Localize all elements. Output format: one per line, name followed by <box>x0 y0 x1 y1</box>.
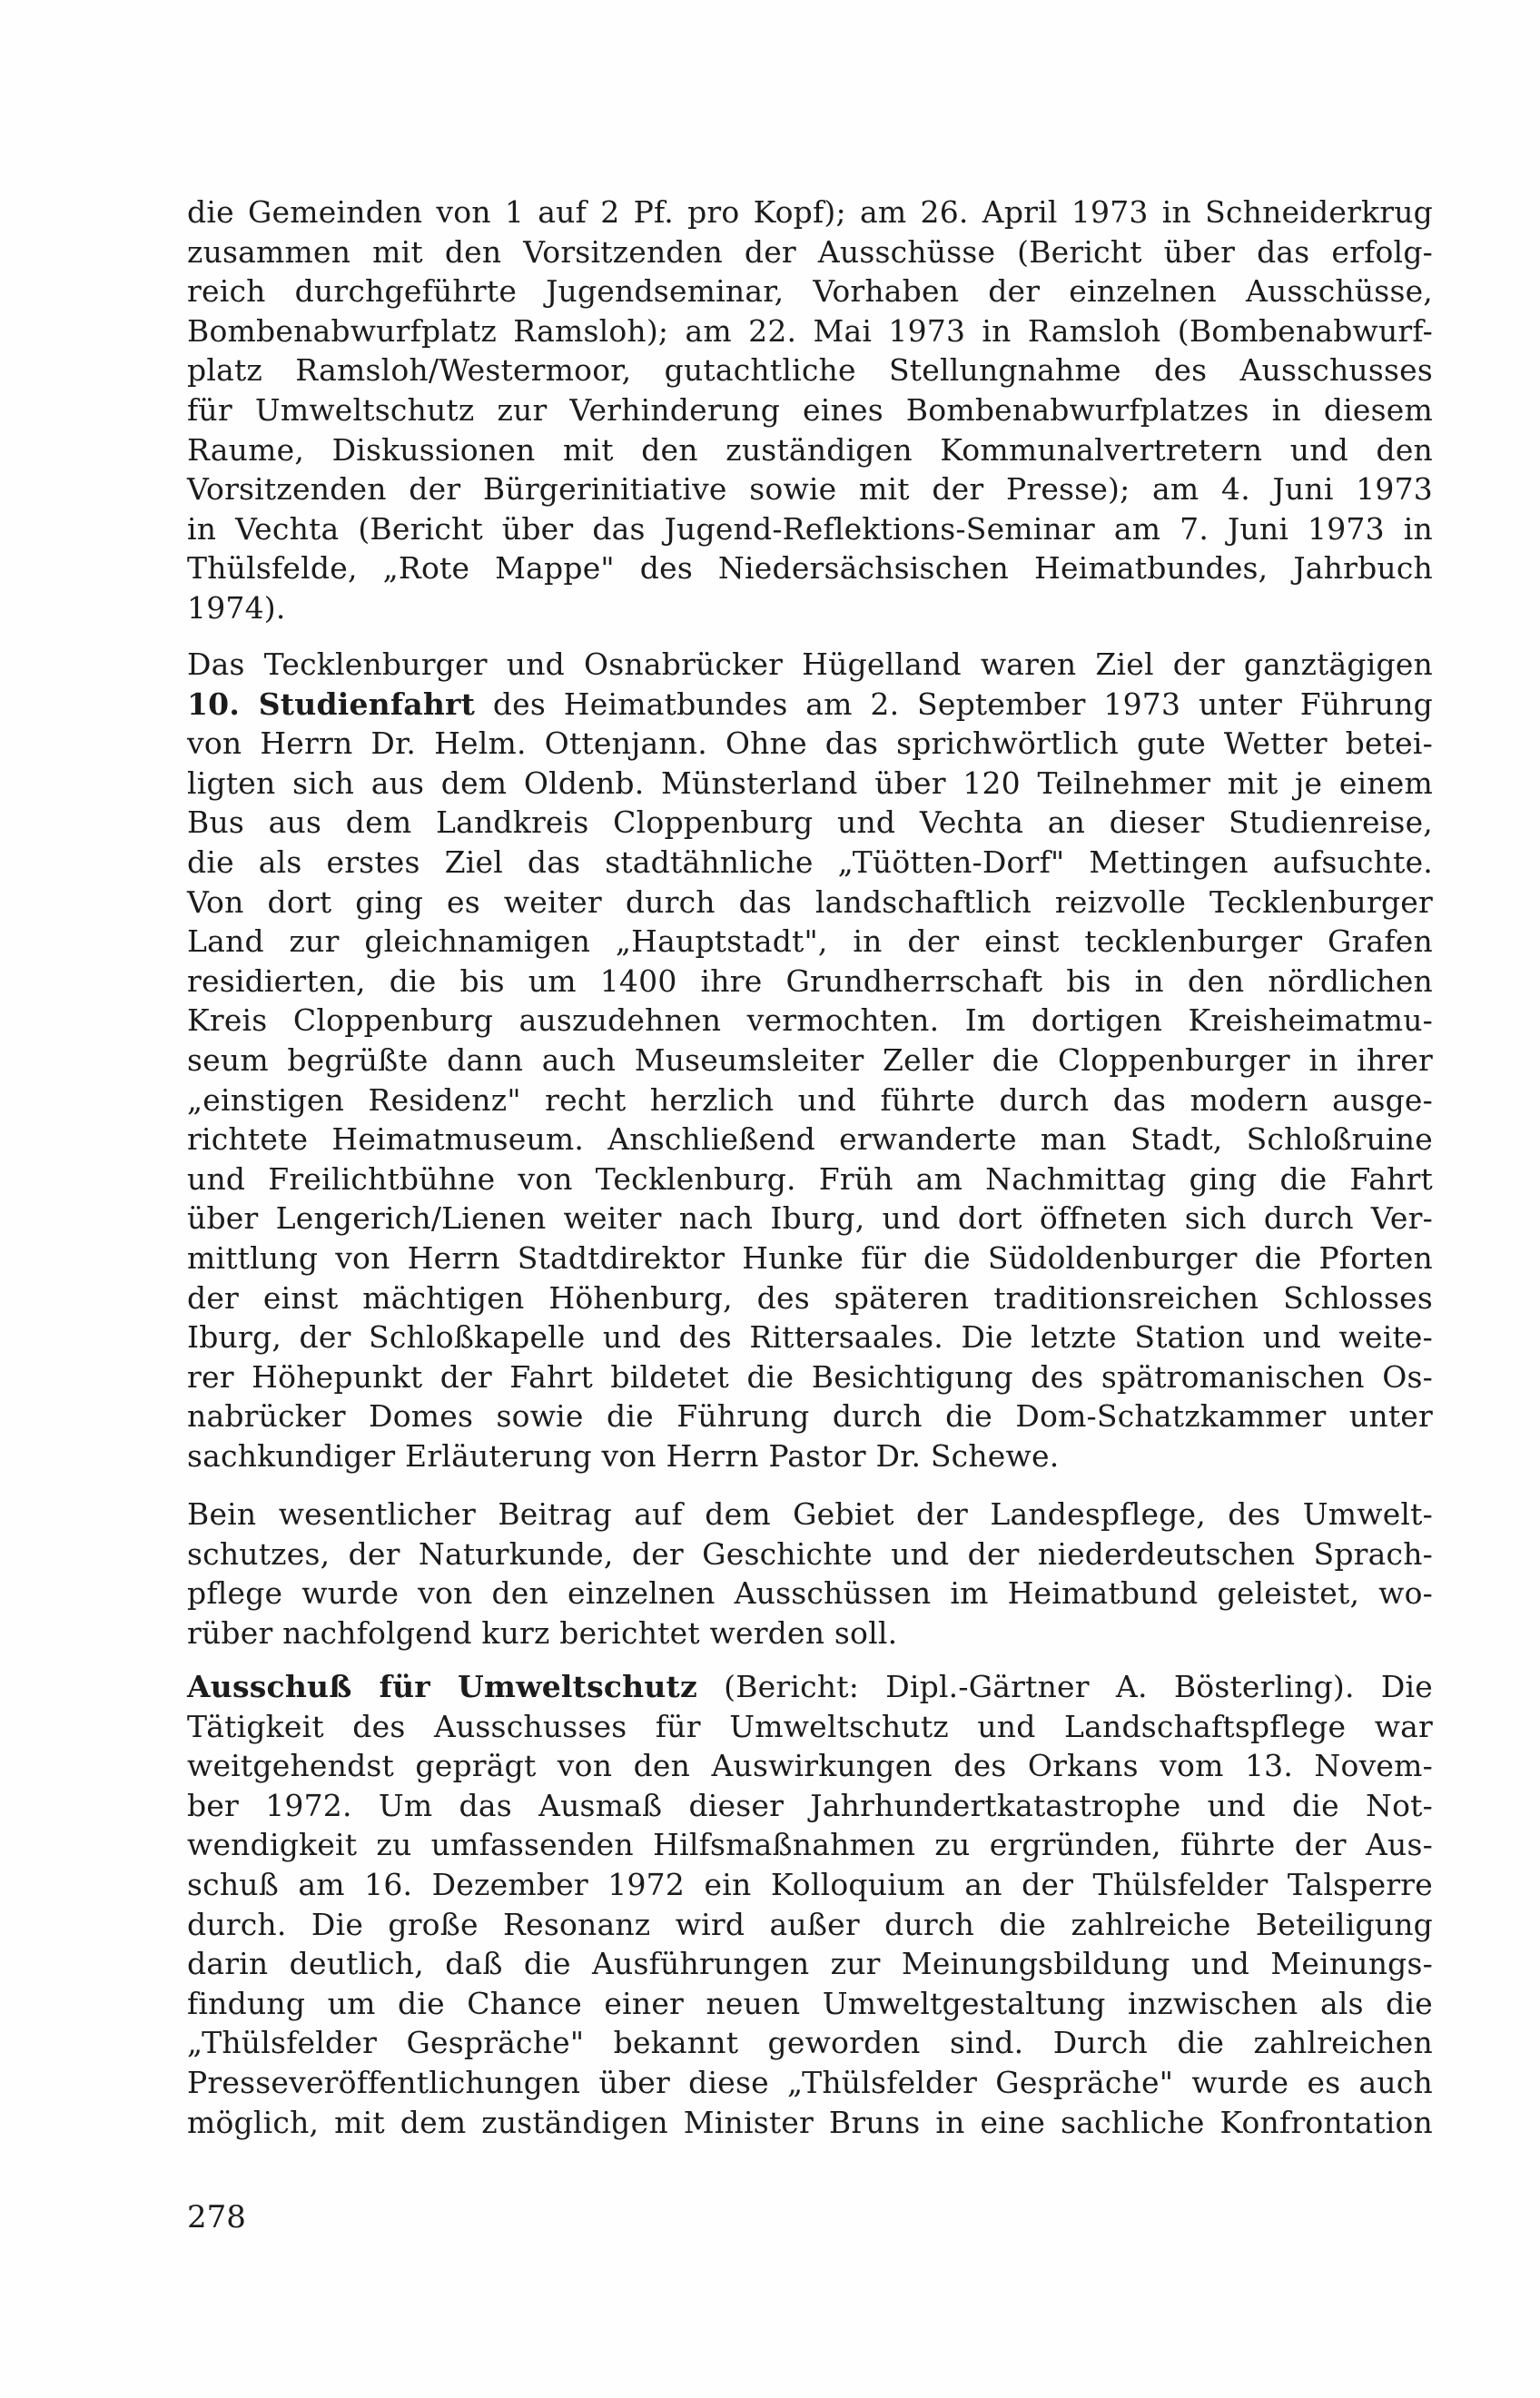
text-line: residierten, die bis um 1400 ihre Grundherrschaft bis in den nördlichen <box>187 962 1433 999</box>
text-line: durch. Die große Resonanz wird außer durch die zahlreiche Beteiligung <box>187 1906 1433 1942</box>
text-line: weitgehendst geprägt von den Auswirkungen des Orkans vom 13. Novem- <box>187 1748 1433 1784</box>
text-line: richtete Heimatmuseum. Anschließend erwanderte man Stadt, Schloßruine <box>187 1121 1433 1158</box>
paragraph-meetings <box>187 192 1433 628</box>
text-line: Thülsfelde, „Rote Mappe" des Niedersächsischen Heimatbundes, Jahrbuch <box>187 550 1433 587</box>
text-line: Das Tecklenburger und Osnabrücker Hügelland waren Ziel der ganztägigen <box>187 646 1433 682</box>
text-line: sachkundiger Erläuterung von Herrn Pastor Dr. Schewe. <box>187 1437 1060 1474</box>
text-line: zusammen mit den Vorsitzenden der Ausschüsse (Bericht über das erfolg- <box>187 233 1433 270</box>
text-line: „Thülsfelder Gespräche" bekannt geworden sind. Durch die zahlreichen <box>187 2025 1433 2061</box>
text-line: Bombenabwurfplatz Ramsloh); am 22. Mai 1973 in Ramsloh (Bombenabwurf- <box>187 312 1433 349</box>
text-line: 1974). <box>187 589 286 626</box>
text-line: platz Ramsloh/Westermoor, gutachtliche Stellungnahme des Ausschusses <box>187 352 1433 389</box>
text-line: seum begrüßte dann auch Museumsleiter Zeller die Cloppenburger in ihrer <box>187 1041 1433 1078</box>
text-line: Tätigkeit des Ausschusses für Umweltschutz und Landschaftspflege war <box>187 1708 1433 1744</box>
text-line: schuß am 16. Dezember 1972 ein Kolloquium an der Thülsfelder Talsperre <box>187 1866 1433 1902</box>
paragraph-environment-committee <box>187 1667 1433 2142</box>
text-line: der einst mächtigen Höhenburg, des späteren traditionsreichen Schlosses <box>187 1279 1433 1316</box>
text-line: pflege wurde von den einzelnen Ausschüssen im Heimatbund geleistet, wo- <box>187 1575 1433 1612</box>
text-line: „einstigen Residenz" recht herzlich und führte durch das modern ausge- <box>187 1081 1433 1118</box>
text-line: über Lengerich/Lienen weiter nach Iburg, und dort öffneten sich durch Ver- <box>187 1200 1433 1237</box>
text-line: darin deutlich, daß die Ausführungen zur Meinungsbildung und Meinungs- <box>187 1946 1433 1982</box>
text-line: findung um die Chance einer neuen Umweltgestaltung inzwischen als die <box>187 1985 1433 2021</box>
text-line: ber 1972. Um das Ausmaß dieser Jahrhundertkatastrophe und die Not- <box>187 1787 1433 1823</box>
text-line: Raume, Diskussionen mit den zuständigen Kommunalvertretern und den <box>187 431 1433 468</box>
text-line: wendigkeit zu umfassenden Hilfsmaßnahmen zu ergründen, führte der Aus- <box>187 1827 1433 1863</box>
text-line: Iburg, der Schloßkapelle und des Rittersaales. Die letzte Station und weite- <box>187 1319 1433 1356</box>
text-line: Bus aus dem Landkreis Cloppenburg und Vechta an dieser Studienreise, <box>187 804 1433 841</box>
text-line: mittlung von Herrn Stadtdirektor Hunke für die Südoldenburger die Pforten <box>187 1239 1433 1276</box>
page-number: 278 <box>187 2199 246 2235</box>
text-line: Vorsitzenden der Bürgerinitiative sowie mit der Presse); am 4. Juni 1973 <box>187 471 1433 508</box>
text-run: (Bericht: Dipl.-Gärtner A. Bösterling). Die <box>696 1669 1434 1704</box>
text-line: ligten sich aus dem Oldenb. Münsterland über 120 Teilnehmer mit je einem <box>187 765 1433 801</box>
bold-term-study-trip: 10. Studienfahrt <box>187 686 476 722</box>
text-line: in Vechta (Bericht über das Jugend-Reflektions-Seminar am 7. Juni 1973 in <box>187 510 1433 547</box>
text-run: des Heimatbundes am 2. September 1973 unter Führung <box>475 686 1433 722</box>
text-line: reich durchgeführte Jugendseminar, Vorhaben der einzelnen Ausschüsse, <box>187 273 1433 310</box>
text-line: und Freilichtbühne von Tecklenburg. Früh am Nachmittag ging die Fahrt <box>187 1160 1433 1197</box>
text-line: rer Höhepunkt der Fahrt bildetet die Besichtigung des spätromanischen Os- <box>187 1358 1433 1395</box>
text-line: Kreis Cloppenburg auszudehnen vermochten. Im dortigen Kreisheimatmu- <box>187 1002 1433 1039</box>
text-line: nabrücker Domes sowie die Führung durch die Dom-Schatzkammer unter <box>187 1398 1433 1435</box>
text-line-with-bold <box>187 685 1433 725</box>
paragraph-committees-intro <box>187 1495 1433 1653</box>
text-line: Von dort ging es weiter durch das landschaftlich reizvolle Tecklenburger <box>187 883 1433 920</box>
text-line: rüber nachfolgend kurz berichtet werden soll. <box>187 1614 898 1651</box>
text-line: die Gemeinden von 1 auf 2 Pf. pro Kopf); am 26. April 1973 in Schneiderkrug <box>187 194 1433 230</box>
text-line: die als erstes Ziel das stadtähnliche „Tüötten-Dorf" Mettingen aufsuchte. <box>187 844 1433 880</box>
text-line: von Herrn Dr. Helm. Ottenjann. Ohne das sprichwörtlich gute Wetter betei- <box>187 725 1433 762</box>
bold-term-committee: Ausschuß für Umweltschutz <box>187 1669 697 1704</box>
text-line: für Umweltschutz zur Verhinderung eines Bombenabwurfplatzes in diesem <box>187 391 1433 428</box>
text-line: Bein wesentlicher Beitrag auf dem Gebiet der Landespflege, des Umwelt- <box>187 1496 1433 1532</box>
text-line-with-bold <box>187 1667 1433 1707</box>
text-line: schutzes, der Naturkunde, der Geschichte und der niederdeutschen Sprach- <box>187 1535 1433 1572</box>
paragraph-study-trip <box>187 645 1433 1475</box>
text-line: Presseveröffentlichungen über diese „Thülsfelder Gespräche" wurde es auch <box>187 2064 1433 2100</box>
text-line: Land zur gleichnamigen „Hauptstadt", in der einst tecklenburger Grafen <box>187 923 1433 960</box>
text-line: möglich, mit dem zuständigen Minister Bruns in eine sachliche Konfrontation <box>187 2104 1433 2140</box>
